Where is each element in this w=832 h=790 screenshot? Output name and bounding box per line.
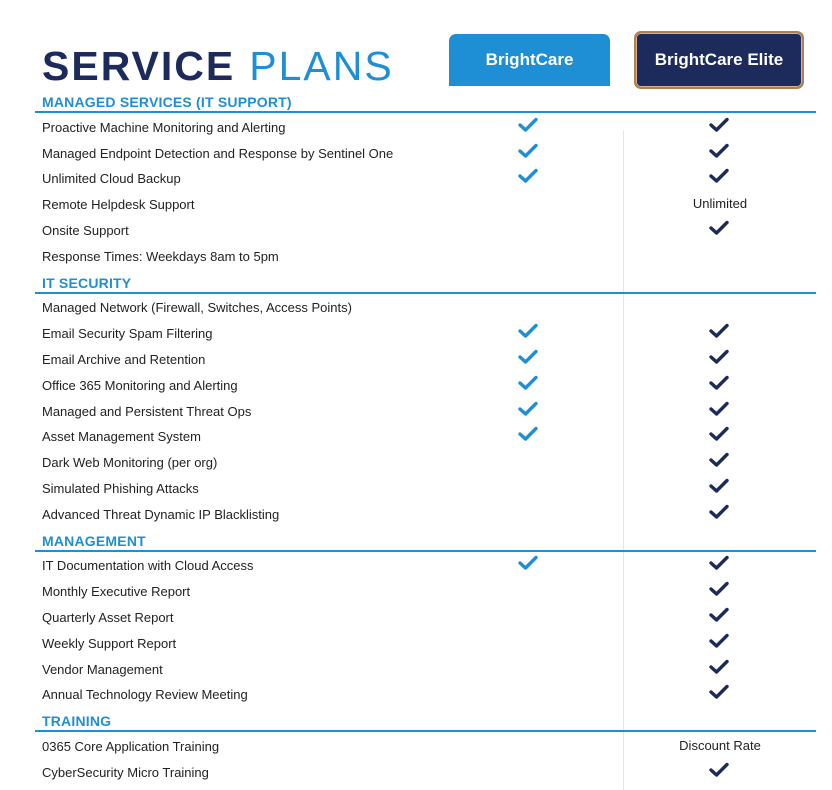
check-icon bbox=[709, 117, 729, 133]
feature-label: 0365 Core Application Training bbox=[42, 739, 220, 754]
check-icon bbox=[518, 375, 538, 391]
section-divider bbox=[35, 730, 816, 732]
column-divider bbox=[623, 130, 624, 790]
feature-label: Simulated Phishing Attacks bbox=[42, 481, 199, 496]
section-divider bbox=[35, 550, 816, 552]
check-icon bbox=[709, 504, 729, 520]
check-icon bbox=[709, 762, 729, 778]
feature-label: Vendor Management bbox=[42, 661, 163, 677]
feature-label: Dark Web Monitoring (per org) bbox=[42, 455, 218, 471]
elite-value: Unlimited bbox=[692, 196, 748, 212]
title-word-service: SERVICE bbox=[42, 43, 236, 89]
check-icon bbox=[709, 220, 729, 236]
check-icon bbox=[709, 143, 729, 159]
check-icon bbox=[518, 426, 538, 442]
check-icon bbox=[709, 684, 729, 700]
feature-label: Email Security Spam Filtering bbox=[42, 326, 213, 342]
check-icon bbox=[709, 349, 729, 365]
section-title: MANAGED SERVICES (IT SUPPORT) bbox=[42, 94, 292, 110]
feature-label: Managed Network (Firewall, Switches, Access Points) bbox=[42, 300, 352, 316]
feature-label: Unlimited Cloud Backup bbox=[42, 171, 181, 187]
elite-value: Discount Rate bbox=[679, 738, 761, 753]
check-icon bbox=[709, 375, 729, 391]
feature-label: Advanced Threat Dynamic IP Blacklisting bbox=[42, 506, 280, 522]
check-icon bbox=[709, 323, 729, 339]
feature-label: IT Documentation with Cloud Access bbox=[42, 558, 254, 574]
feature-label: Asset Management System bbox=[42, 429, 201, 445]
check-icon bbox=[709, 581, 729, 597]
check-icon bbox=[709, 659, 729, 675]
check-icon bbox=[709, 607, 729, 623]
page-title bbox=[42, 44, 394, 88]
feature-label: Quarterly Asset Report bbox=[42, 610, 174, 625]
feature-label: Weekly Support Report bbox=[42, 635, 177, 651]
feature-label: Email Archive and Retention bbox=[42, 352, 206, 367]
check-icon bbox=[518, 555, 538, 571]
feature-label: Remote Helpdesk Support bbox=[42, 197, 195, 213]
check-icon bbox=[518, 143, 538, 159]
feature-label: Annual Technology Review Meeting bbox=[42, 687, 248, 703]
title-word-plans: PLANS bbox=[249, 43, 394, 89]
feature-label: Managed and Persistent Threat Ops bbox=[42, 403, 252, 419]
check-icon bbox=[518, 349, 538, 365]
check-icon bbox=[709, 168, 729, 184]
check-icon bbox=[518, 168, 538, 184]
feature-label: Office 365 Monitoring and Alerting bbox=[42, 377, 238, 393]
check-icon bbox=[709, 633, 729, 649]
section-title: TRAINING bbox=[42, 713, 112, 730]
section-title: MANAGEMENT bbox=[42, 532, 146, 549]
feature-label: Response Times: Weekdays 8am to 5pm bbox=[42, 248, 279, 264]
feature-label: CyberSecurity Micro Training bbox=[42, 764, 209, 780]
check-icon bbox=[518, 323, 538, 339]
plan-header-brightcare-elite: BrightCare Elite bbox=[634, 31, 804, 89]
section-divider bbox=[35, 292, 816, 294]
check-icon bbox=[709, 555, 729, 571]
section-title: IT SECURITY bbox=[42, 274, 132, 291]
feature-label: Onsite Support bbox=[42, 223, 129, 238]
check-icon bbox=[518, 401, 538, 417]
check-icon bbox=[709, 478, 729, 494]
section-divider bbox=[35, 111, 816, 113]
check-icon bbox=[709, 426, 729, 442]
plan-header-brightcare: BrightCare bbox=[449, 34, 610, 86]
check-icon bbox=[518, 117, 538, 133]
check-icon bbox=[709, 401, 729, 417]
feature-label: Monthly Executive Report bbox=[42, 584, 191, 600]
feature-label: Managed Endpoint Detection and Response by Sentinel One bbox=[42, 145, 394, 161]
feature-label: Proactive Machine Monitoring and Alerting bbox=[42, 119, 286, 135]
check-icon bbox=[709, 452, 729, 468]
